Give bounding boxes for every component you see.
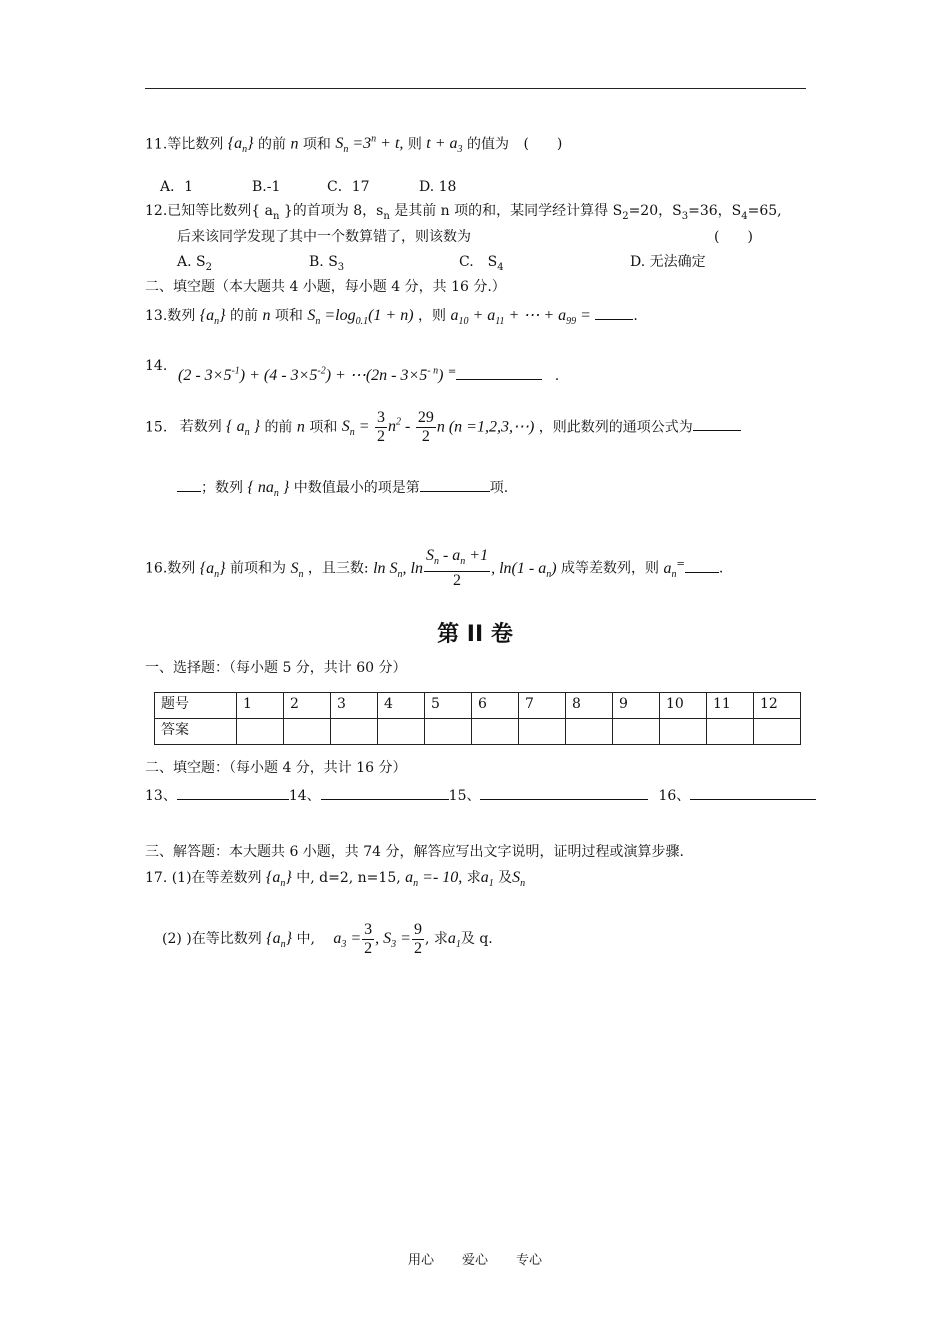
question-16: 16.数列 $\{a_n\}$ 前项和为 $S_n$ ，且三数: $\ln S_n$, ln $\frac{S_n - a_n +1}{2}$ , $\ln(1 - a_n)$ 成等差数列，则 $a_n^=$ . <box>145 547 724 590</box>
question-13: 13.数列 $\{a_n\}$ 的前 n 项和 $S_n =\log_{0.1}(1 + n)$ ，则 $a_{10} + a_{11}$ + ⋯ + $a_{99}$ = . <box>145 307 638 328</box>
question-17-part-1: 17. (1)在等差数列 $\{a_n\}$ 中, d=2, n=15, $a_n =- 10$, 求$a_1$ 及$S_n$ <box>145 869 526 890</box>
q16-logs: $\ln S_n$, ln <box>373 559 423 580</box>
answer-blank-13[interactable] <box>177 798 289 800</box>
table-number: 12 <box>754 693 801 719</box>
q15-answer-blank-2[interactable] <box>420 490 490 492</box>
answer-cell[interactable] <box>378 719 425 745</box>
question-14: $(2 - 3\times 5^{-1}) + (4 - 3\times 5^{-2})$ + ⋯(2n - $3\times 5^{- n}$) = . <box>178 366 560 385</box>
question-12: 12.已知等比数列{ $a_n$ }的首项为 8，$s_n$ 是其前 n 项的和，某同学经计算得 $S_2=20$，$S_3=36$，$S_4=65$, <box>145 203 782 222</box>
q12-option-b: B. $S_3$ <box>309 254 345 273</box>
q12-option-a: A. $S_2$ <box>177 254 212 273</box>
q11-text1: 的前 <box>257 136 286 153</box>
table-number: 5 <box>425 693 472 719</box>
footer-text: 爱心 <box>461 1253 488 1268</box>
q15-fraction-1: $\frac{3}{2}$ <box>377 408 386 445</box>
answer-cell[interactable] <box>237 719 284 745</box>
answer-section-1-header: 一、选择题：（每小题 5 分，共计 60 分） <box>145 660 407 676</box>
table-number: 1 <box>237 693 284 719</box>
q12-option-c: C. $S_4$ <box>459 254 504 273</box>
answer-blank-14[interactable] <box>321 798 449 800</box>
table-number: 11 <box>707 693 754 719</box>
q15-line2: ；数列 { $na_n$ } 中数值最小的项是第 项. <box>177 478 508 504</box>
q11-option-c: C．17 <box>327 179 370 195</box>
answer-section-2-header: 二、填空题：（每小题 4 分，共计 16 分） <box>145 760 407 776</box>
q12-options <box>177 252 706 278</box>
question-15: 15. 若数列 { $a_n$ } 的前 n 项和 $S_n$ = $\frac{3}{2}$ $n^2$ - $\frac{29}{2}$ n (n =1,2,3,⋯) ，则此数列的通项公式为 <box>145 402 741 455</box>
answer-cell[interactable] <box>331 719 378 745</box>
q11-paren: ( ) <box>523 136 563 153</box>
answer-cell[interactable] <box>284 719 331 745</box>
table-header-label: 题号 <box>155 693 237 719</box>
question-11 <box>145 130 562 161</box>
q14-answer-blank[interactable] <box>456 378 542 380</box>
q11-text4: 的值为 <box>467 136 509 153</box>
table-number: 8 <box>566 693 613 719</box>
q16-fraction: $\frac{S_n - a_n +1}{2}$ <box>425 547 489 590</box>
q15-set: { $a_n$ } <box>226 418 260 439</box>
answer-blank-16[interactable] <box>690 798 816 800</box>
table-number: 6 <box>472 693 519 719</box>
table-number: 10 <box>660 693 707 719</box>
table-answer-label: 答案 <box>155 719 237 745</box>
q13-sum: $a_{10} + a_{11}$ + ⋯ + $a_{99}$ = <box>450 307 591 328</box>
table-row-numbers <box>155 693 801 719</box>
q11-n: n <box>290 135 299 153</box>
page-footer <box>0 1249 950 1268</box>
section-3-header: 三、解答题：本大题共 6 小题，共 74 分，解答应写出文字说明，证明过程或演算步骤. <box>145 844 684 860</box>
q11-text2: 项和 <box>302 136 331 153</box>
q12-paren: ( ) <box>714 229 753 245</box>
q11-option-a: A．1 <box>160 179 194 195</box>
q14-label: 14. <box>145 358 168 374</box>
q11-label: 11.等比数列 <box>145 136 224 153</box>
q15-answer-blank-1b[interactable] <box>177 490 201 492</box>
answer-cell[interactable] <box>472 719 519 745</box>
answer-cell[interactable] <box>425 719 472 745</box>
q14-expression: $(2 - 3\times 5^{-1}) + (4 - 3\times 5^{-2})$ + ⋯(2n - $3\times 5^{- n}$) <box>178 366 444 385</box>
q11-option-d: D. 18 <box>419 179 457 195</box>
q15-answer-blank-1[interactable] <box>693 429 741 431</box>
q13-formula: $S_n =\log_{0.1}(1 + n)$ <box>307 307 414 328</box>
answer-blank-15[interactable] <box>480 798 648 800</box>
answer-cell[interactable] <box>613 719 660 745</box>
table-number: 2 <box>284 693 331 719</box>
footer-text: 专心 <box>516 1253 543 1268</box>
answer-table <box>154 692 801 745</box>
answer-cell[interactable] <box>660 719 707 745</box>
q12-line2: 后来该同学发现了其中一个数算错了，则该数为 <box>177 229 471 245</box>
answer-cell[interactable] <box>707 719 754 745</box>
question-17-part-2: (2) )在等比数列 $\{a_n\}$ 中, $a_3$ = $\frac{3}{2}$ , $S_3$ = $\frac{9}{2}$ , 求$a_1$及 q. <box>162 920 493 957</box>
section-2-header: 二、填空题（本大题共 4 小题，每小题 4 分，共 16 分.） <box>145 279 506 295</box>
q11-option-b: B.-1 <box>252 179 281 195</box>
q16-answer-blank[interactable] <box>685 571 719 573</box>
table-number: 3 <box>331 693 378 719</box>
q15-set2: { $na_n$ } <box>247 479 290 500</box>
q11-text3: 则 <box>407 136 422 153</box>
q11-options <box>160 177 456 197</box>
q11-set: $\{a_n\}$ <box>227 135 254 156</box>
table-number: 4 <box>378 693 425 719</box>
q13-set: $\{a_n\}$ <box>199 307 226 328</box>
q16-set: $\{a_n\}$ <box>199 559 226 580</box>
answer-cell[interactable] <box>754 719 801 745</box>
footer-text: 用心 <box>407 1253 434 1268</box>
header-rule <box>145 88 806 89</box>
q13-answer-blank[interactable] <box>595 318 633 320</box>
part-2-title: 第 II 卷 <box>437 622 513 647</box>
q11-sum-formula: $S_n =3^n + t$, <box>335 134 404 156</box>
answer-cell[interactable] <box>519 719 566 745</box>
table-number: 9 <box>613 693 660 719</box>
fill-blank-answers: 13、 14、 15、 16、 <box>145 786 816 806</box>
table-number: 7 <box>519 693 566 719</box>
q11-expr: $t + a_3$ <box>426 135 463 156</box>
q12-option-d: D. 无法确定 <box>630 254 706 270</box>
answer-cell[interactable] <box>566 719 613 745</box>
q15-fraction-2: $\frac{29}{2}$ <box>417 408 434 445</box>
table-row-answers <box>155 719 801 745</box>
